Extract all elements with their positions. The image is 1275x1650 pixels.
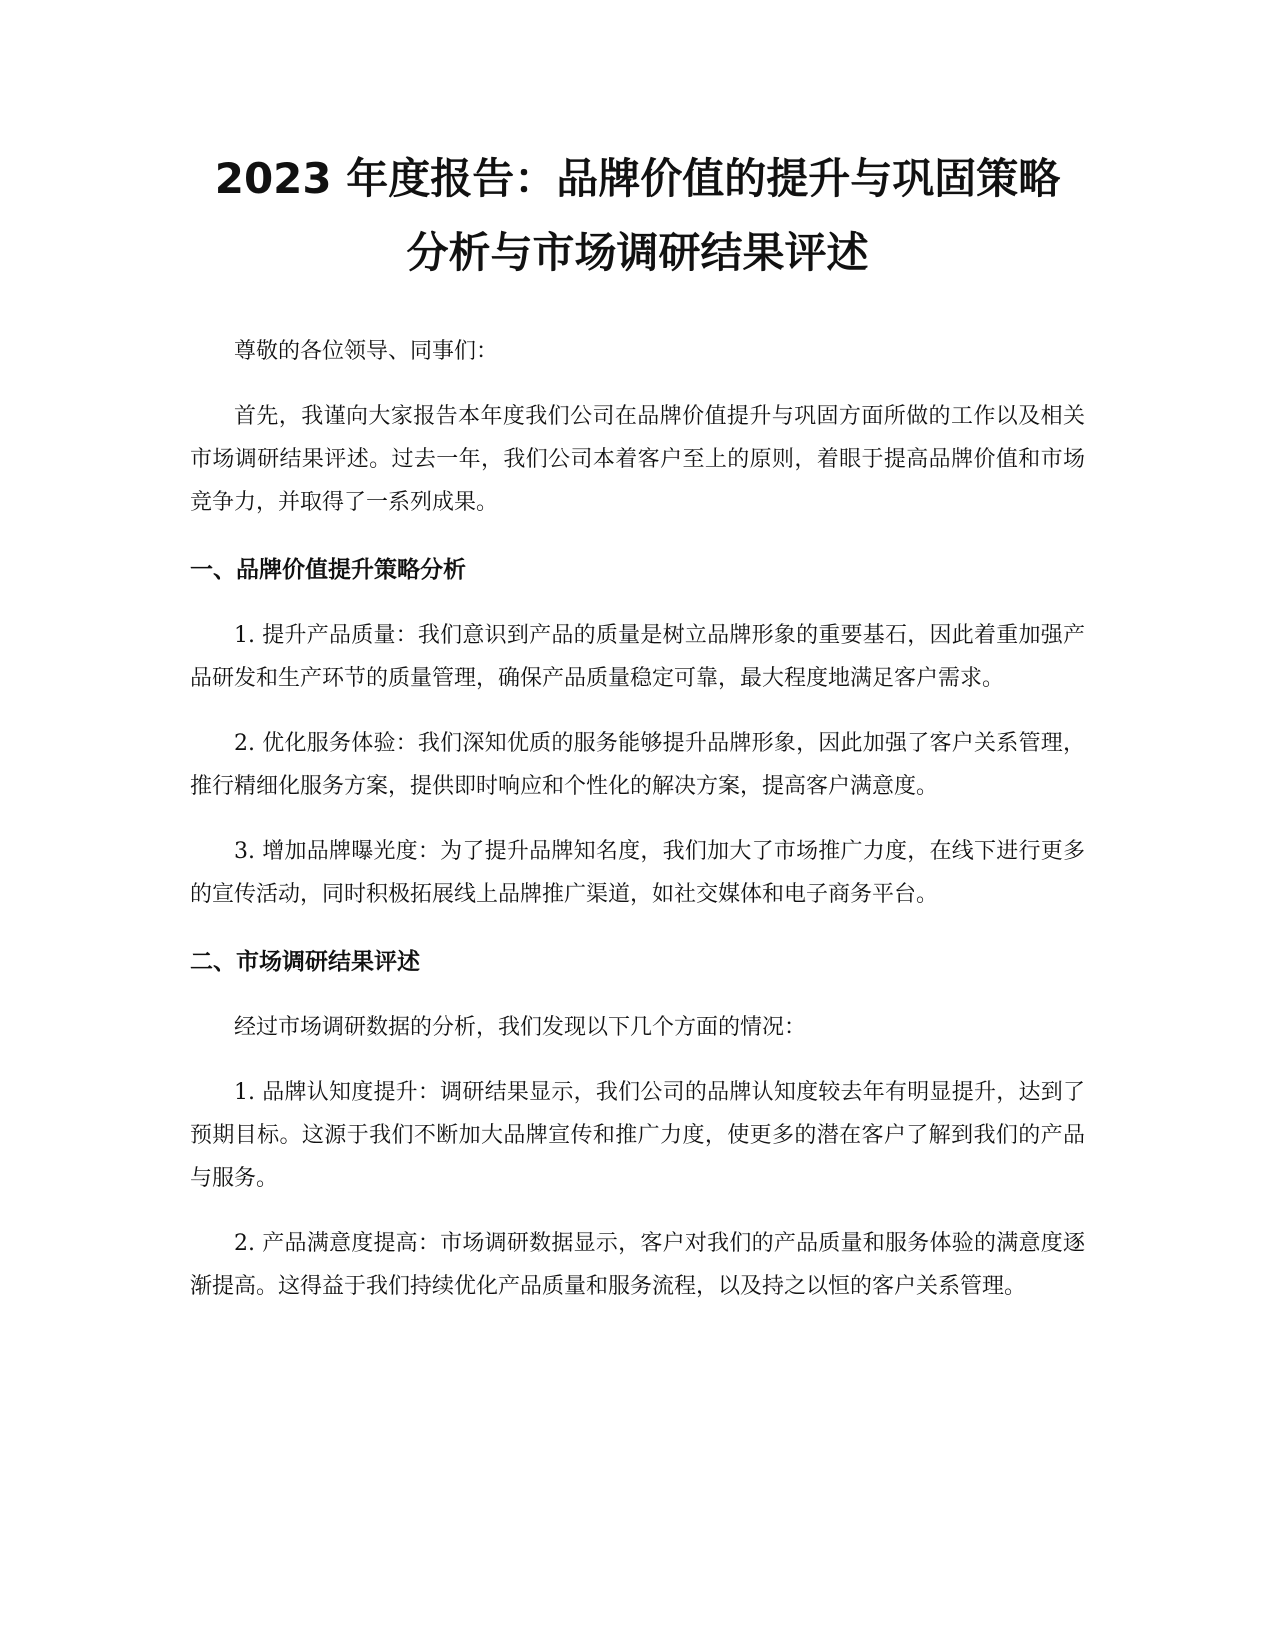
section-heading-2: 二、市场调研结果评述 [190, 949, 420, 975]
document-title [190, 142, 1085, 290]
intro-paragraph: 首先，我谨向大家报告本年度我们公司在品牌价值提升与巩固方面所做的工作以及相关市场调研结果评述。过去一年，我们公司本着客户至上的原则，着眼于提高品牌价值和市场竞争力，并取得了一系列成果。 [190, 404, 1085, 515]
title-line-2: 分析与市场调研结果评述 [406, 228, 869, 277]
section2-intro: 经过市场调研数据的分析，我们发现以下几个方面的情况： [234, 1015, 807, 1040]
section2-item-2: 2. 产品满意度提高：市场调研数据显示，客户对我们的产品质量和服务体验的满意度逐渐提高。这得益于我们持续优化产品质量和服务流程，以及持之以恒的客户关系管理。 [190, 1231, 1085, 1299]
section2-item-1: 1. 品牌认知度提升：调研结果显示，我们公司的品牌认知度较去年有明显提升，达到了预期目标。这源于我们不断加大品牌宣传和推广力度，使更多的潜在客户了解到我们的产品与服务。 [190, 1080, 1085, 1191]
section1-item-1: 1. 提升产品质量：我们意识到产品的质量是树立品牌形象的重要基石，因此着重加强产品研发和生产环节的质量管理，确保产品质量稳定可靠，最大程度地满足客户需求。 [190, 623, 1085, 691]
title-line-1: 2023 年度报告：品牌价值的提升与巩固策略 [214, 154, 1061, 203]
section1-item-3: 3. 增加品牌曝光度：为了提升品牌知名度，我们加大了市场推广力度，在线下进行更多的宣传活动，同时积极拓展线上品牌推广渠道，如社交媒体和电子商务平台。 [190, 839, 1085, 907]
salutation: 尊敬的各位领导、同事们： [234, 339, 499, 364]
section-heading-1: 一、品牌价值提升策略分析 [190, 557, 466, 583]
section1-item-2: 2. 优化服务体验：我们深知优质的服务能够提升品牌形象，因此加强了客户关系管理，推行精细化服务方案，提供即时响应和个性化的解决方案，提高客户满意度。 [190, 731, 1085, 799]
